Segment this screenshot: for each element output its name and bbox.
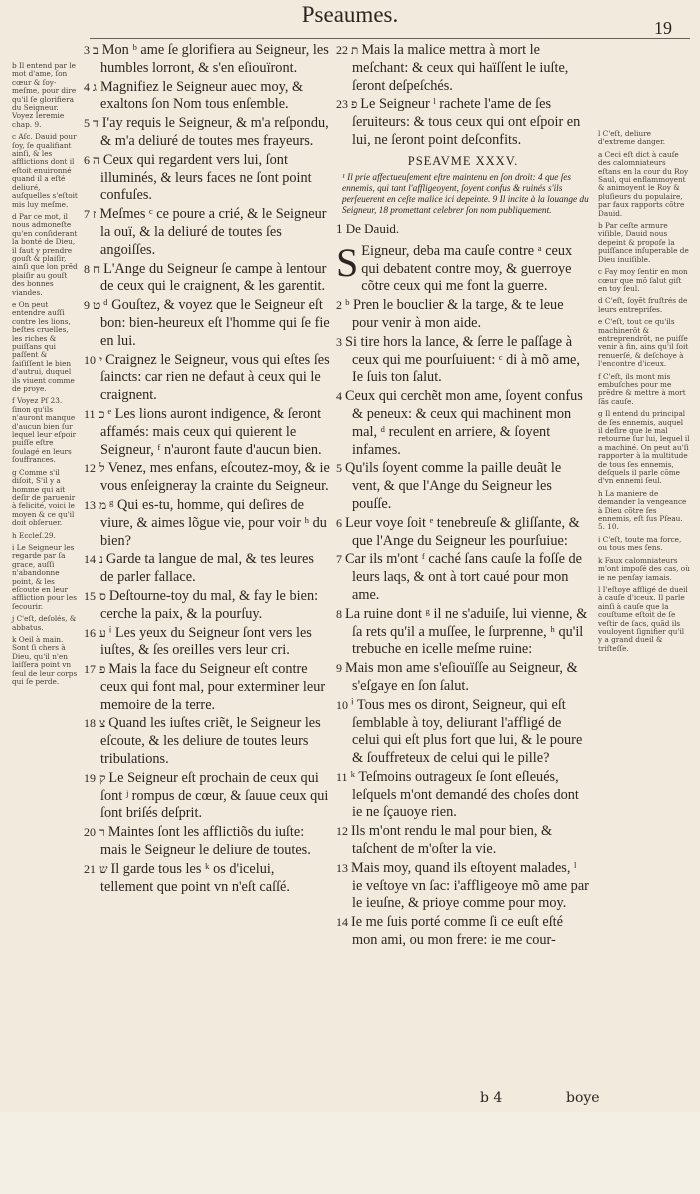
verse-number: 6 (336, 515, 342, 530)
verse-text: Mon ᵇ ame ſe glorifiera au Seigneur, les humbles lorront, & s'en eſiouïront. (100, 42, 329, 76)
margin-note: e C'eſt, tout ce qu'ils machinerõt & entreprendrõt, ne puiſſe venir à fin, ains qu'il ſoit renuerſé, & deſchoye à l'encontre d'iceux. (598, 317, 689, 369)
verse (336, 297, 590, 333)
verse (84, 79, 330, 115)
verse (336, 96, 590, 149)
verse-number: 4 ג (84, 79, 97, 94)
verse-number: 15 ס (84, 588, 106, 603)
left-text-column (84, 42, 330, 897)
verse (336, 334, 590, 387)
verse (84, 497, 330, 550)
psalm-34-ending (336, 42, 590, 150)
psalm-attribution: 1 De Dauid. (336, 220, 400, 236)
verse (84, 261, 330, 297)
verse-text: Le Seigneur eſt prochain de ceux qui ſont ʲ rompus de cœur, & ſauue ceux qui ſont briſés deſprit. (100, 769, 329, 822)
verse-number: 9 (336, 661, 342, 676)
verse-text: Il garde tous les ᵏ os d'icelui, tellement que point vn n'eſt caſſé. (100, 860, 290, 895)
margin-note: l I'eſtoye affligé de dueil à cauſe d'iceux. Il parle ainſi à cauſe que la couſtume eſtoit de ſe veſtir de ſacs, quãd ils vouloyent ſignifier qu'il y a grand dueil & triſteſſe. (598, 584, 688, 653)
verse-number: 13 מ (84, 497, 107, 512)
verse (84, 297, 330, 350)
verse (336, 660, 590, 696)
verse-number: 5 ד (84, 116, 99, 131)
verse-text: Qu'ils ſoyent comme la paille deuãt le vent, & que l'Ange du Seigneur les pouſſe. (345, 460, 562, 512)
verse-text: Si tire hors la lance, & ſerre le paſſage à ceux qui me pourſuiuent: ᶜ di à mõ ame, Ie ſuis ton ſalut. (345, 333, 580, 386)
verse (84, 715, 330, 768)
verse-number: 11 כ (84, 406, 105, 421)
page-number: 19 (654, 18, 672, 38)
verse-number: 12 ל (84, 461, 105, 476)
verse (84, 770, 330, 823)
verse-text: ᵏ Teſmoins outrageux ſe ſont eſleués, leſquels m'ont demandé des choſes dont ie ne ſçauoye rien. (350, 768, 579, 821)
verse-number: 18 צ (84, 716, 106, 731)
right-text-column (336, 42, 590, 951)
running-title: Pseaumes. (301, 2, 399, 27)
verse-number: 6 ה (84, 152, 100, 167)
verse-text: Mais moy, quand ils eſtoyent malades, ˡ ie veſtoye vn ſac: i'affligeoye mõ ame par le ieuſne, & prioye comme pour moy. (351, 859, 589, 912)
verse (336, 769, 590, 822)
verse (336, 42, 590, 95)
verse (84, 206, 330, 259)
verse (84, 625, 330, 661)
drop-cap: S (336, 239, 359, 285)
verse-text: La ruine dont ᵍ il ne s'aduiſe, lui vienne, & ſa rets qu'il a muſſee, le ſurprenne, ʰ qu'il trebuche en icelle meſme ruine: (345, 605, 588, 658)
verse-text: Mais la face du Seigneur eſt contre ceux qui font mal, pour exterminer leur memoire de la terre. (100, 661, 326, 713)
verse (84, 824, 330, 860)
verse (336, 460, 590, 513)
verse-number: 23 פ (336, 97, 358, 112)
verse-number: 19 ק (84, 770, 106, 785)
verse-number: 5 (336, 461, 342, 476)
margin-note: i C'eſt, toute ma force, ou tous mes ſens. (598, 534, 682, 553)
verse-number: 7 ז (84, 207, 97, 222)
verse-number: 22 ת (336, 43, 359, 57)
psalm-35-verses (336, 239, 590, 950)
verse (84, 861, 330, 897)
verse-text: ᵈ Gouſtez, & voyez que le Seigneur eſt bon: bien-heureux eſt l'homme qui ſe fie en lui. (100, 297, 330, 349)
verse-number: 3 (336, 334, 342, 349)
verse-text: Quand les iuſtes criẽt, le Seigneur les eſcoute, & les deliure de toutes leurs tribulations. (100, 715, 321, 768)
verse-text: Meſmes ᶜ ce poure a crié, & le Seigneur la ouï, & la deliuré de toutes ſes angoiſſes. (99, 206, 327, 258)
margin-note: d C'eſt, ſoyẽt fruſtrés de leurs entrepriſes. (598, 296, 688, 314)
verse (336, 697, 590, 768)
verse-text: Deſtourne-toy du mal, & fay le bien: cerche la paix, & la pourſuy. (100, 587, 319, 622)
verse (84, 460, 330, 496)
verse-number: 12 (336, 824, 348, 839)
verse-text: Eigneur, deba ma cauſe contre ᵃ ceux qui debatent contre moy, & guerroye cõtre ceux qui me font la guerre. (361, 242, 573, 295)
margin-note: l C'eſt, deliure d'extreme danger. (598, 129, 666, 147)
margin-note: e On peut entendre auſſi contre les lions, beſtes cruelles, les riches & puiſſans qui paſſent & ſaiſiſſent le bien d'autrui, duquel ils viuent comme de proye. (12, 299, 75, 394)
verse-number: 3 ב (84, 43, 99, 57)
verse (84, 42, 330, 78)
signature-mark: b 4 (480, 1090, 503, 1106)
margin-note: j C'eſt, deſolés, & abbatus. (12, 614, 77, 632)
left-margin-notes (12, 62, 78, 690)
verse-number: 20 ר (84, 825, 105, 840)
margin-note: i Le Seigneur les regarde par ſa grace, auſſi n'abandonne point, & les eſcoute en leur affliction pour les ſecourir. (12, 542, 77, 611)
verse-number: 13 (336, 860, 348, 875)
header-rule (90, 38, 690, 39)
verse-text: ᵉ Les lions auront indigence, & ſeront affamés: mais ceux qui quierent le Seigneur, ᶠ n'auront faute d'aucun bien. (100, 405, 322, 458)
verse-text: Mais la malice mettra à mort le meſchant: & ceux qui haïſſent le iuſte, ſeront deſpeſchés. (352, 42, 569, 94)
verse-text: Craignez le Seigneur, vous qui eſtes ſes ſaincts: car rien ne defaut à ceux qui le craignent. (100, 351, 330, 404)
verse-number: 9 ט (84, 298, 101, 313)
verse-text: ᵇ Pren le bouclier & la targe, & te leue pour venir à mon aide. (345, 297, 564, 331)
verse-text: Venez, mes enfans, eſcoutez-moy, & ie vous enſeigneray la crainte du Seigneur. (100, 460, 330, 495)
margin-note: g Il entend du principal de ſes ennemis, auquel il deſire que le mal retourne ſur lui, lequel il a machiné. On peut au'ſi rapporter à la multitude de tous ſes ennemis, deſquels il parle cõme d'vn ennemi ſeul. (598, 409, 690, 486)
verse-text: Le Seigneur ˡ rachete l'ame de ſes ſeruiteurs: & tous ceux qui ont eſpoir en lui, ne ſeront point deſconfits. (352, 96, 581, 148)
verse (84, 115, 330, 151)
margin-note: d Par ce mot, il nous admoneſte qu'en conſiderant la bonté de Dieu, il faut y prendre gouſt & plaiſir, ainſi que lon prẽd plaiſir au gouſt des bonnes viandes. (12, 211, 78, 297)
verse (84, 661, 330, 714)
verse-number: 7 (336, 552, 342, 567)
verse (336, 914, 590, 950)
margin-note: c Aſc. Dauid pour ſoy, ſe qualifiant ainſi, & les afflictions dont il eſtoit enuironné quand il a eſté deliuré, auſquelles s'eſtoit mis luy meſme. (12, 132, 78, 209)
verse-text: Mais mon ame s'eſiouïſſe au Seigneur, & s'eſgaye en ſon ſalut. (345, 660, 578, 694)
page-footer (480, 1090, 600, 1106)
verse-number: 14 (336, 915, 348, 930)
verse (336, 606, 590, 659)
verse-text: Leur voye ſoit ᵉ tenebreuſe & gliſſante, & que l'Ange du Seigneur les pourſuiue: (345, 514, 580, 549)
verse-number: 2 (336, 298, 342, 313)
verse-text: ⁱ Les yeux du Seigneur ſont vers les iuſtes, & ſes oreilles vers leur cri. (100, 624, 312, 659)
verse-text: L'Ange du Seigneur ſe campe à lentour de ceux qui le craignent, & les garentit. (100, 260, 327, 295)
verse (336, 860, 590, 913)
verse (336, 515, 590, 551)
verse (84, 551, 330, 587)
verse (336, 388, 590, 459)
verse-number: 11 (336, 769, 348, 784)
verse (84, 152, 330, 205)
verse (336, 239, 590, 296)
verse-text: Magnifiez le Seigneur auec moy, & exaltons ſon Nom tous enſemble. (99, 78, 304, 113)
verse (336, 551, 590, 604)
margin-note: c Fay moy ſentir en mon cœur que mõ ſalut giſt en toy ſeul. (598, 267, 688, 293)
verse-text: Maintes ſont les afflictiõs du iuſte: mais le Seigneur le deliure de toutes. (100, 824, 311, 859)
verse-number: 10 י (84, 352, 103, 367)
psalm-title: PSEAVME XXXV. (407, 153, 519, 168)
verse-number: 21 ש (84, 861, 108, 876)
verse (336, 823, 590, 859)
verse-number: 10 (336, 697, 348, 712)
verse-number: 8 (336, 606, 342, 621)
psalm-argument: ¹ Il prie affectueuſement eſtre maintenu en ſon droit: 4 que ſes ennemis, qui tant l'affligeoyent, ſoyent confus & ruinés s'ils perſeuerent en ceſte malice ici depeinte. 9 Il incite à la louange du Seigneur, 18 promettant celebrer ſon nom publiquement. (342, 172, 589, 216)
verse (84, 352, 330, 405)
verse-text: Ceux qui regardent vers lui, ſont illuminés, & leurs faces ne ſont point confuſes. (100, 151, 312, 204)
verse-text: Ie me ſuis porté comme ſi ce euſt eſté mon ami, ou mon frere: ie me cour- (351, 914, 563, 949)
verse (84, 588, 330, 624)
verse-number: 16 ע (84, 625, 106, 640)
blank-margin (0, 1112, 700, 1194)
margin-note: b Par ceſte armure viſible, Dauid nous depeint & propoſe la puiſſance inſuperable de Dieu inuiſible. (598, 221, 689, 264)
verse-text: Ils m'ont rendu le mal pour bien, & taſchent de m'oſter la vie. (351, 823, 553, 858)
verse-text: ⁱ Tous mes os diront, Seigneur, qui eſt ſemblable à toy, deliurant l'affligé de celui qui eſt plus fort que lui, & le poure & ſouffreteux de celui qui le pille? (351, 696, 583, 767)
margin-note: k Oeil à main. Sont ſi chers à Dieu, qu'il n'en laiſſera point vn ſeul de leur corps qui ſe perde. (12, 635, 78, 687)
verse (84, 406, 330, 459)
right-margin-notes (598, 130, 690, 657)
margin-note: f Voyez Pſ 23. ſinon qu'ils n'auront manque d'aucun bien ſur lequel leur eſpoir puiſſe eſtre ſoulagé en leurs ſouffrances. (12, 396, 77, 465)
margin-note: a Ceci eſt dict à cauſe des calomniateurs eſtans en la cour du Roy Saul, qui enflammoyent & animoyent le Roy & pluſieurs du populaire, par faux rapports cõtre Dauid. (598, 149, 689, 218)
verse-text: I'ay requis le Seigneur, & m'a reſpondu, & m'a deliuré de toutes mes frayeurs. (100, 115, 329, 149)
margin-note: b Il entend par le mot d'ame, ſon cœur & ſoy-meſme, pour dire qu'il ſe glorifiera du Seigneur. Voyez Ieremie chap. 9. (12, 61, 77, 129)
margin-note: h Eccleſ.29. (12, 530, 56, 540)
verse-text: Garde ta langue de mal, & tes leures de parler fallace. (100, 551, 314, 586)
margin-note: k Faux calomniateurs m'ont impoſé des cas, où ie ne penſay iamais. (598, 555, 690, 582)
verse-text: Car ils m'ont ᶠ caché ſans cauſe la foſſe de leurs laqs, & ont à tort caué pour mon ame. (345, 551, 582, 603)
verse-number: 17 פ (84, 662, 106, 677)
verse-text: ᵍ Qui es-tu, homme, qui deſires de viure, & aimes lõgue vie, pour voir ʰ du bien? (100, 496, 327, 549)
verse-number: 14 נ (84, 552, 103, 567)
margin-note: h La maniere de demander la vengeance à Dieu cõtre ſes ennemis, eſt ſus Pſeau. 5. 10. (598, 488, 687, 532)
verse-number: 4 (336, 389, 342, 404)
margin-note: f C'eſt, ils mont mis embuſches pour me prẽdre & mettre à mort ſãs cauſe. (598, 371, 686, 406)
margin-note: g Comme s'il diſoit, S'il y a homme qui ait deſir de paruenir à felicité, voici le moyen & ce qu'il doit obſeruer. (12, 467, 76, 528)
verse-number: 8 ח (84, 261, 101, 276)
catchword: boye (566, 1090, 600, 1106)
verse-text: Ceux qui cerchẽt mon ame, ſoyent confus & peneux: & ceux qui machinent mon mal, ᵈ reculent en arriere, & ſoyent infames. (345, 388, 583, 458)
